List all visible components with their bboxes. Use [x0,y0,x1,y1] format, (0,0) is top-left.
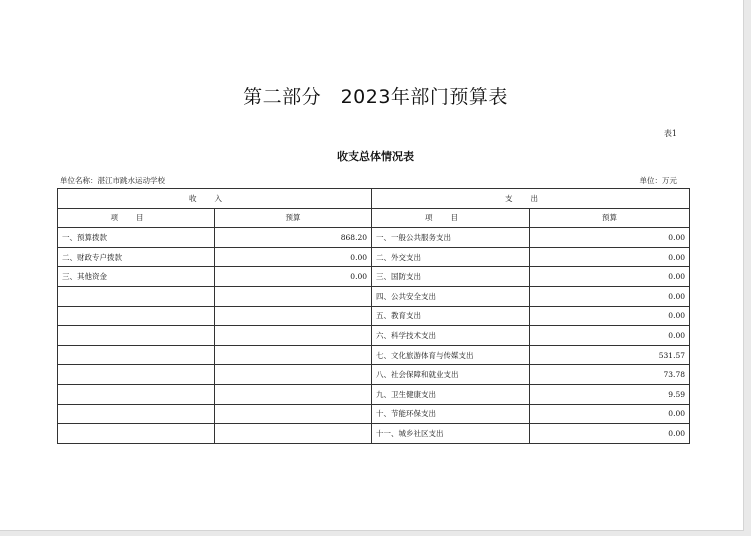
income-item-cell: 二、财政专户拨款 [58,247,215,267]
income-item-header: 项目 [58,208,215,228]
expense-amount-cell: 0.00 [530,247,690,267]
table-row [58,306,690,326]
income-item-cell [58,306,215,326]
expense-amount-cell: 0.00 [530,267,690,287]
income-amount-cell [215,404,372,424]
income-item-cell [58,286,215,306]
table-row [58,404,690,424]
income-item-cell: 三、其他资金 [58,267,215,287]
income-amount-cell [215,306,372,326]
table-group-header-row [58,189,690,209]
income-amount-cell: 0.00 [215,247,372,267]
income-item-cell [58,384,215,404]
expense-item-cell: 二、外交支出 [372,247,530,267]
income-amount-cell [215,365,372,385]
income-amount-cell [215,326,372,346]
expense-item-cell: 十一、城乡社区支出 [372,424,530,444]
income-amount-cell: 868.20 [215,228,372,248]
expense-item-cell: 七、文化旅游体育与传媒支出 [372,345,530,365]
income-item-cell [58,365,215,385]
table-row [58,247,690,267]
table-title: 收支总体情况表 [337,150,414,163]
table-row [58,345,690,365]
expense-item-cell: 一、一般公共服务支出 [372,228,530,248]
income-item-cell [58,424,215,444]
expense-budget-header: 预算 [530,208,690,228]
budget-table-body [58,189,690,444]
budget-table [57,188,690,444]
expense-item-cell: 三、国防支出 [372,267,530,287]
expense-amount-cell: 73.78 [530,365,690,385]
unit-currency: 单位：万元 [639,176,677,185]
unit-organization: 单位名称：湛江市跳水运动学校 [60,176,165,185]
income-amount-cell [215,384,372,404]
expense-item-cell: 六、科学技术支出 [372,326,530,346]
expense-item-cell: 四、公共安全支出 [372,286,530,306]
table-column-header-row [58,208,690,228]
expense-amount-cell: 9.59 [530,384,690,404]
income-item-cell [58,345,215,365]
income-item-cell: 一、预算拨款 [58,228,215,248]
expense-amount-cell: 0.00 [530,228,690,248]
expense-group-header: 支出 [372,189,690,209]
expense-amount-cell: 0.00 [530,286,690,306]
table-row [58,365,690,385]
table-row [58,326,690,346]
expense-amount-cell: 0.00 [530,306,690,326]
table-number: 表1 [663,129,677,138]
expense-item-cell: 十、节能环保支出 [372,404,530,424]
expense-amount-cell: 0.00 [530,404,690,424]
income-amount-cell [215,345,372,365]
expense-amount-cell: 531.57 [530,345,690,365]
expense-item-cell: 九、卫生健康支出 [372,384,530,404]
income-item-cell [58,326,215,346]
income-amount-cell: 0.00 [215,267,372,287]
income-item-cell [58,404,215,424]
income-amount-cell [215,286,372,306]
table-row [58,267,690,287]
table-row [58,384,690,404]
expense-item-header: 项目 [372,208,530,228]
income-budget-header: 预算 [215,208,372,228]
expense-item-cell: 五、教育支出 [372,306,530,326]
expense-amount-cell: 0.00 [530,326,690,346]
expense-item-cell: 八、社会保障和就业支出 [372,365,530,385]
page-title: 第二部分 2023年部门预算表 [243,86,508,108]
table-row [58,228,690,248]
income-amount-cell [215,424,372,444]
table-row [58,286,690,306]
expense-amount-cell: 0.00 [530,424,690,444]
table-row [58,424,690,444]
income-group-header: 收入 [58,189,372,209]
